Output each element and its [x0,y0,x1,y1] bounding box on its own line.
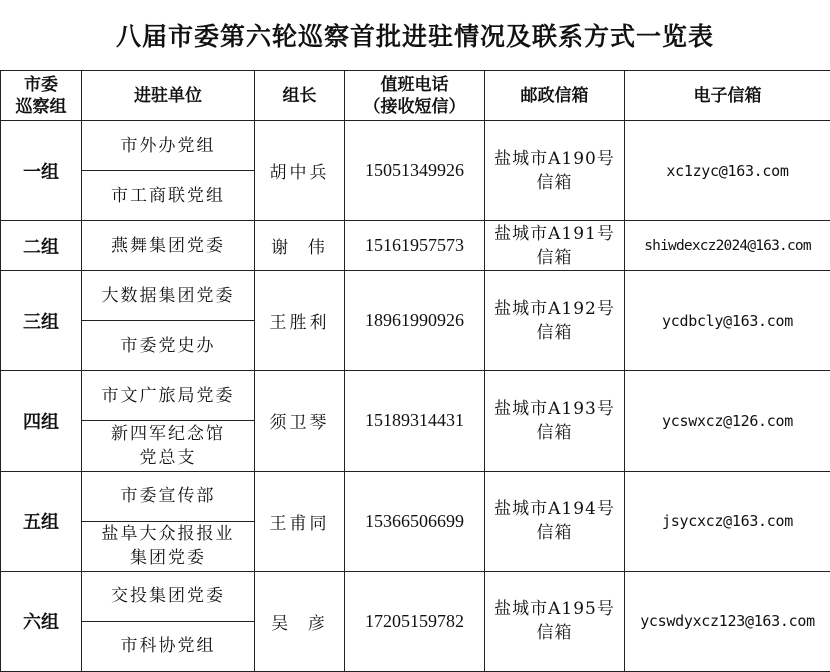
leader-cell: 谢 伟 [255,221,345,271]
leader-cell: 须卫琴 [255,371,345,471]
phone-cell: 15161957573 [345,221,485,271]
group-cell: 五组 [1,471,82,571]
header-unit: 进驻单位 [82,71,255,121]
phone-cell: 18961990926 [345,271,485,371]
table-row [1,271,830,321]
leader-cell: 吴 彦 [255,571,345,671]
header-leader: 组长 [255,71,345,121]
phone-cell: 17205159782 [345,571,485,671]
unit-cell: 市委宣传部 [82,471,255,521]
contact-table [0,70,830,672]
unit-cell: 市工商联党组 [82,171,255,221]
table-row [1,471,830,521]
header-post: 邮政信箱 [485,71,625,121]
post-cell: 盐城市A194号 信箱 [485,471,625,571]
unit-cell: 燕舞集团党委 [82,221,255,271]
post-cell: 盐城市A195号 信箱 [485,571,625,671]
header-email: 电子信箱 [625,71,830,121]
leader-cell: 王甫同 [255,471,345,571]
unit-cell: 市文广旅局党委 [82,371,255,421]
unit-cell: 交投集团党委 [82,571,255,621]
unit-cell: 市委党史办 [82,321,255,371]
email-cell: jsycxcz@163.com [625,471,830,571]
email-cell: ycswdyxcz123@163.com [625,571,830,671]
group-cell: 二组 [1,221,82,271]
table-row [1,571,830,621]
phone-cell: 15189314431 [345,371,485,471]
leader-cell: 王胜利 [255,271,345,371]
email-cell: shiwdexcz2024@163.com [625,221,830,271]
page-title: 八届市委第六轮巡察首批进驻情况及联系方式一览表 [115,22,714,51]
post-cell: 盐城市A190号 信箱 [485,121,625,221]
group-cell: 一组 [1,121,82,221]
table-row [1,121,830,171]
email-cell: ycswxcz@126.com [625,371,830,471]
unit-cell: 大数据集团党委 [82,271,255,321]
post-cell: 盐城市A193号 信箱 [485,371,625,471]
phone-cell: 15366506699 [345,471,485,571]
leader-cell: 胡中兵 [255,121,345,221]
unit-cell: 市外办党组 [82,121,255,171]
post-cell: 盐城市A192号 信箱 [485,271,625,371]
email-cell: xc1zyc@163.com [625,121,830,221]
group-cell: 四组 [1,371,82,471]
header-phone: 值班电话 （接收短信） [345,71,485,121]
post-cell: 盐城市A191号 信箱 [485,221,625,271]
table-row [1,371,830,421]
unit-cell: 新四军纪念馆 党总支 [82,421,255,471]
group-cell: 六组 [1,571,82,671]
group-cell: 三组 [1,271,82,371]
table-row [1,221,830,271]
phone-cell: 15051349926 [345,121,485,221]
unit-cell: 盐阜大众报报业 集团党委 [82,521,255,571]
unit-cell: 市科协党组 [82,621,255,671]
email-cell: ycdbcly@163.com [625,271,830,371]
header-group: 市委 巡察组 [1,71,82,121]
header-row [1,71,830,121]
